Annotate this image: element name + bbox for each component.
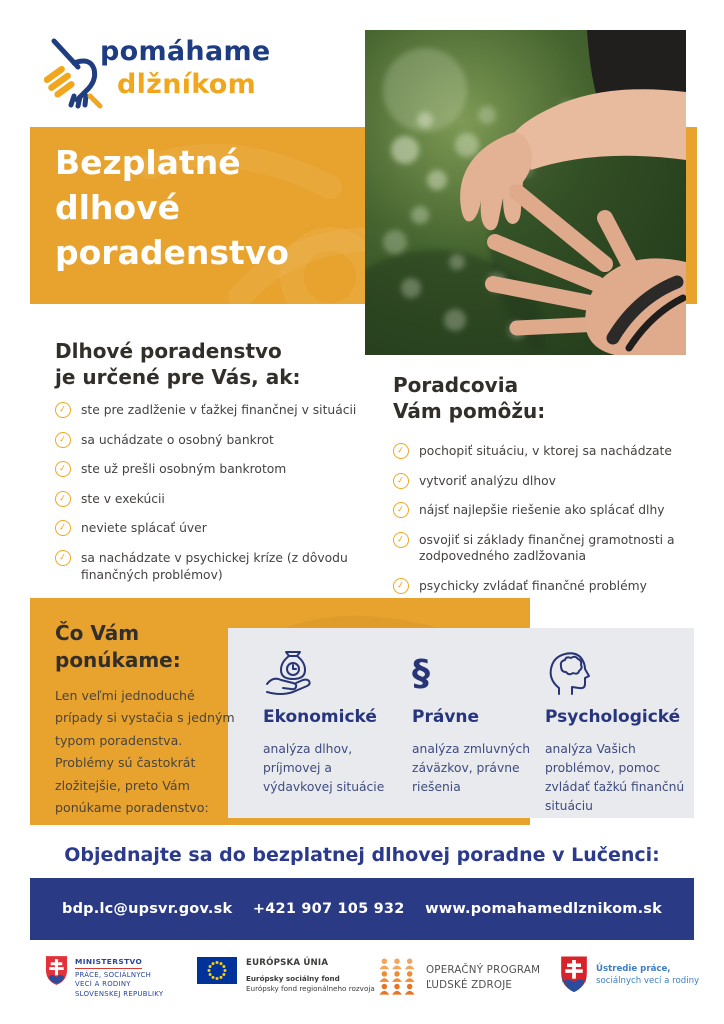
brand-name-line2: dlžníkom — [117, 69, 257, 100]
list-item — [393, 532, 693, 565]
eu-logo — [197, 957, 375, 994]
offer-column-economic — [263, 648, 398, 797]
ministry-logo — [45, 955, 163, 999]
check-icon — [55, 550, 71, 566]
list-item — [393, 578, 693, 595]
list-item-text: sa nachádzate v psychickej kríze (z dôvodu finančných problémov) — [81, 550, 348, 582]
check-icon — [393, 578, 409, 594]
column-text: analýza zmluvných záväzkov, právne riešenia — [412, 742, 531, 795]
list-item — [393, 502, 693, 519]
list-item-text: ste už prešli osobným bankrotom — [81, 462, 287, 477]
eu-fund-line: Európsky fond regionálneho rozvoja — [246, 984, 375, 994]
offer-column-legal — [412, 648, 530, 797]
list-item — [55, 432, 370, 449]
op-line: ĽUDSKÉ ZDROJE — [426, 979, 513, 992]
offer-heading — [55, 620, 181, 674]
list-item-text: sa uchádzate o osobný bankrot — [81, 432, 274, 447]
upsvar-line: sociálnych vecí a rodiny — [596, 976, 700, 987]
heading-line: Čo Vám — [55, 621, 140, 645]
section-sign-icon: § — [412, 653, 430, 694]
check-icon — [55, 520, 71, 536]
eu-title: EURÓPSKA ÚNIA — [246, 958, 329, 968]
column-title: Právne — [412, 707, 480, 727]
upsvar-logo — [560, 955, 699, 993]
list-item — [55, 550, 370, 583]
audience-list — [55, 402, 370, 596]
offer-column-psychological — [545, 648, 691, 816]
ministry-line: SLOVENSKEJ REPUBLIKY — [75, 989, 164, 998]
list-item-text: pochopiť situáciu, v ktorej sa nachádzate — [419, 444, 672, 458]
check-icon — [393, 443, 409, 459]
check-icon — [55, 402, 71, 418]
check-icon — [393, 502, 409, 518]
list-item-text: psychicky zvládať finančné problémy — [419, 578, 647, 593]
upsvar-line: Ústredie práce, — [596, 964, 671, 974]
operational-program-logo — [378, 957, 540, 995]
title-line: poradenstvo — [55, 233, 289, 273]
cta-text: Objednajte sa do bezplatnej dlhovej poradne v Lučenci: — [64, 844, 660, 866]
contact-bar — [30, 878, 694, 940]
brand-name-line1: pomáhame — [100, 36, 271, 67]
list-item-text: vytvoriť analýzu dlhov — [419, 473, 556, 488]
list-item-text: ste v exekúcii — [81, 491, 165, 506]
contact-email[interactable]: bdp.lc@upsvr.gov.sk — [62, 901, 233, 917]
heading-line: Poradcovia — [393, 373, 519, 397]
list-item — [55, 402, 370, 419]
check-icon — [55, 461, 71, 477]
column-text: analýza dlhov, príjmovej a výdavkovej situácie — [263, 742, 385, 795]
offer-intro: Len veľmi jednoduché prípady si vystačia s jedným typom poradenstva. Problémy sú častokrát zložitejšie, preto Vám ponúkame poradenstvo: — [55, 688, 235, 816]
slovak-coat-of-arms-icon — [45, 955, 68, 986]
heading-line: Vám pomôžu: — [393, 399, 546, 423]
list-item — [55, 461, 370, 478]
check-icon — [393, 532, 409, 548]
contact-website[interactable]: www.pomahamedlznikom.sk — [425, 901, 662, 917]
poster-title — [55, 140, 355, 276]
check-icon — [55, 432, 71, 448]
list-item — [55, 520, 370, 537]
eu-fund-line: Európsky sociálny fond — [246, 974, 340, 983]
moneybag-in-hand-icon — [263, 650, 313, 696]
list-item-text: osvojiť si základy finančnej gramotnosti a zodpovedného zadlžovania — [419, 532, 675, 564]
eu-flag-icon — [197, 957, 237, 984]
column-title: Psychologické — [545, 707, 681, 727]
heading-line: je určené pre Vás, ak: — [55, 365, 301, 389]
helping-hands-icon — [44, 36, 106, 116]
ministry-name: MINISTERSTVO — [75, 957, 142, 969]
list-item — [393, 473, 693, 490]
heading-line: Dlhové poradenstvo — [55, 339, 282, 363]
title-line: Bezplatné — [55, 143, 241, 182]
title-line: dlhové — [55, 188, 180, 228]
people-grid-icon — [378, 957, 416, 995]
check-icon — [393, 473, 409, 489]
advisors-heading — [393, 372, 545, 424]
heading-line: ponúkame: — [55, 648, 181, 672]
hands-reaching-photo — [365, 30, 686, 355]
contact-phone[interactable]: +421 907 105 932 — [252, 901, 405, 917]
op-line: OPERAČNÝ PROGRAM — [426, 964, 541, 976]
advisors-list — [393, 443, 693, 608]
list-item — [393, 443, 693, 460]
brain-head-icon — [545, 650, 593, 696]
upsvar-shield-icon — [560, 955, 588, 993]
list-item-text: neviete splácať úver — [81, 521, 207, 536]
audience-heading — [55, 338, 301, 390]
check-icon — [55, 491, 71, 507]
column-text: analýza Vašich problémov, pomoc zvládať ťažkú finančnú situáciu — [545, 742, 685, 814]
list-item-text: nájsť najlepšie riešenie ako splácať dlhy — [419, 503, 665, 518]
ministry-line: VECÍ A RODINY — [75, 980, 131, 989]
list-item-text: ste pre zadlženie v ťažkej finančnej v situácii — [81, 403, 357, 417]
list-item — [55, 491, 370, 508]
column-title: Ekonomické — [263, 707, 377, 727]
ministry-line: PRÁCE, SOCIÁLNYCH — [75, 971, 152, 979]
